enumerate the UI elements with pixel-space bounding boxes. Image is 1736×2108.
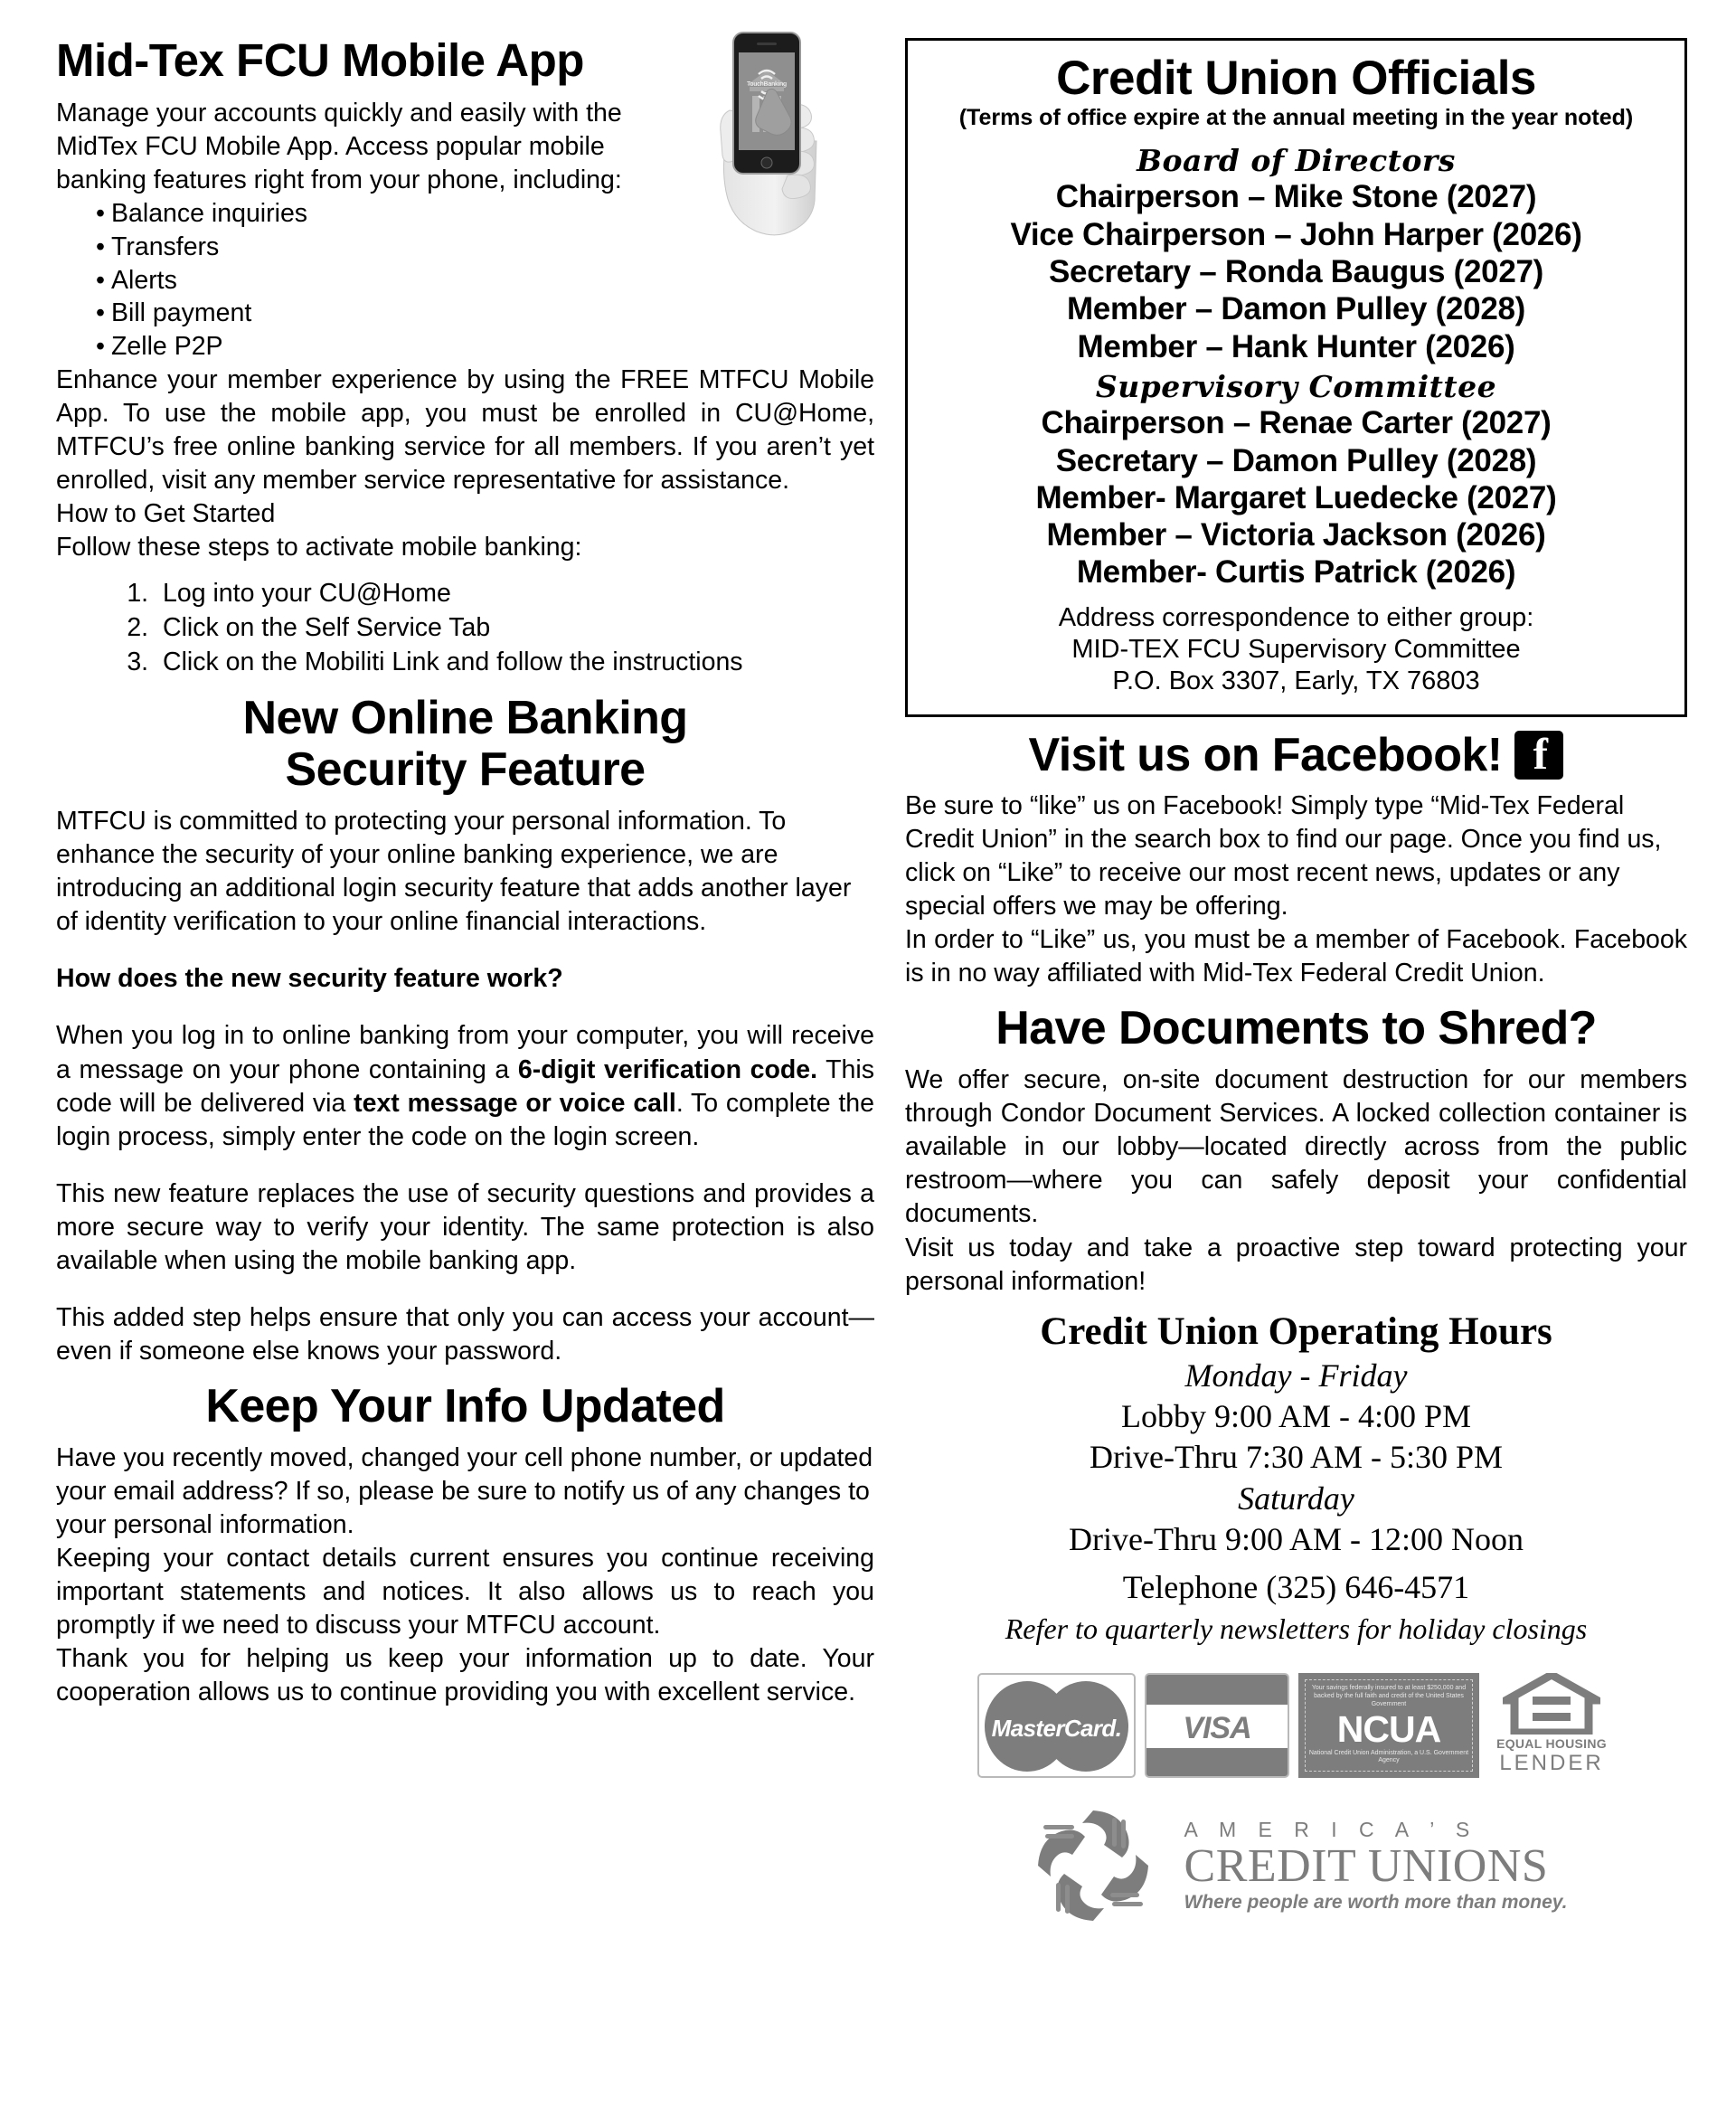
security-p2-e: . To complete the login process, simply enter the code on the login screen. (56, 1088, 874, 1151)
board-member-row: Chairperson – Mike Stone (2027) (1055, 179, 1537, 215)
holiday-closings-note: Refer to quarterly newsletters for holiday closings (1005, 1612, 1588, 1645)
keep-info-paragraph-1: Have you recently moved, changed your cell phone number, or updated your email address? If so, please be sure to notify us of any changes to your personal information. (56, 1443, 873, 1540)
ncua-agency-text: National Credit Union Administration, a U.S. Government Agency (1308, 1749, 1469, 1764)
visa-logo (1145, 1673, 1289, 1778)
acu-wordmark-block (1184, 1818, 1568, 1914)
facebook-icon[interactable] (1514, 731, 1563, 780)
drive-thru-saturday-hours: Drive-Thru 9:00 AM - 12:00 Noon (1069, 1521, 1524, 1558)
ncua-inner-frame (1305, 1679, 1473, 1772)
keep-info-updated-section (56, 1381, 874, 1710)
verification-code-emphasis: 6-digit verification code. (517, 1054, 818, 1084)
address-line: P.O. Box 3307, Early, TX 76803 (1112, 666, 1480, 696)
drive-thru-weekday-hours: Drive-Thru 7:30 AM - 5:30 PM (1090, 1439, 1503, 1476)
mobile-app-enroll-paragraph: Enhance your member experience by using the FREE MTFCU Mobile App. To use the mobile app, you must be enrolled in CU@Home, MTFCU’s free online banking service for all members. If you aren’t yet enrolled, visit any member service representative for assistance. (56, 364, 874, 496)
visa-wordmark: VISA (1183, 1710, 1251, 1745)
security-p2-a: When you log in to online banking from your computer, you will receive a message on your phone containing a (56, 1021, 874, 1084)
phone-in-hand-image (701, 27, 836, 253)
officials-address-block (924, 602, 1668, 698)
mobile-app-intro: Manage your accounts quickly and easily with the MidTex FCU Mobile App. Access popular mobile banking features right from your phone, including: (56, 99, 622, 195)
supervisory-member-row: Member – Victoria Jackson (2026) (1046, 517, 1546, 553)
mastercard-logo (977, 1673, 1136, 1778)
right-column (905, 36, 1687, 2108)
security-paragraph-1: MTFCU is committed to protecting your personal information. To enhance the security of your online banking experience, we are introducing an additional login security feature that adds another layer of identity verification to your online financial interactions. (56, 807, 852, 937)
board-of-directors-heading: Board of Directors (1137, 143, 1456, 179)
keep-info-paragraph-2: Keeping your contact details current ensures you continue receiving important statements and notices. It also allows us to reach you promptly if we need to discuss your MTFCU account. (56, 1544, 874, 1640)
ncua-insurance-text: Your savings federally insured to at least $250,000 and backed by the full faith and credit of the United States Government (1311, 1685, 1467, 1707)
acu-americas-text: A M E R I C A ’ S (1184, 1817, 1478, 1841)
board-member-row: Vice Chairperson – John Harper (2026) (1010, 216, 1582, 252)
board-member-row: Member – Hank Hunter (2026) (1077, 328, 1515, 364)
list-item: • Bill payment (96, 297, 874, 330)
officials-subtitle: (Terms of office expire at the annual meeting in the year noted) (958, 104, 1634, 130)
security-feature-section (56, 693, 874, 1368)
supervisory-member-row: Chairperson – Renae Carter (2027) (1041, 405, 1552, 441)
supervisory-member-row: Member- Curtis Patrick (2026) (1076, 554, 1516, 591)
ncua-wordmark: NCUA (1336, 1707, 1441, 1750)
pinwheel-hands-icon (1025, 1798, 1161, 1933)
lender-text: LENDER (1499, 1750, 1604, 1775)
acu-credit-unions-text: CREDIT UNIONS (1184, 1839, 1549, 1892)
supervisory-member-row: Member- Margaret Luedecke (2027) (1035, 479, 1557, 515)
mobile-app-section (56, 36, 874, 680)
saturday-label: Saturday (1238, 1479, 1354, 1517)
list-item: 2. Click on the Self Service Tab (156, 611, 874, 646)
credit-union-officials-box (905, 38, 1687, 717)
list-item: 3. Click on the Mobiliti Link and follow the instructions (156, 646, 874, 680)
ncua-logo (1298, 1673, 1479, 1778)
facebook-title: Visit us on Facebook! (1028, 728, 1503, 781)
left-column (56, 36, 874, 2108)
payment-and-agency-logos (905, 1673, 1687, 1778)
facebook-heading (905, 728, 1687, 782)
address-line: Address correspondence to either group: (1058, 602, 1534, 632)
telephone-number[interactable]: Telephone (325) 646-4571 (1122, 1569, 1470, 1606)
americas-credit-unions-logo (905, 1798, 1687, 1933)
board-member-row: Member – Damon Pulley (2028) (1066, 291, 1526, 327)
security-paragraph-3: This new feature replaces the use of security questions and provides a more secure way to verify your identity. The same protection is also available when using the mobile banking app. (56, 1178, 874, 1275)
list-item: • Transfers (96, 231, 874, 264)
mobile-app-steps-list (56, 577, 874, 680)
supervisory-member-row: Secretary – Damon Pulley (2028) (1055, 442, 1537, 478)
list-item: 1. Log into your CU@Home (156, 577, 874, 611)
house-icon (1503, 1673, 1600, 1735)
operating-hours-title: Credit Union Operating Hours (1040, 1309, 1552, 1353)
equal-housing-text: EQUAL HOUSING (1496, 1735, 1607, 1751)
board-member-row: Secretary – Ronda Baugus (2027) (1048, 254, 1544, 290)
mobile-app-title: Mid-Tex FCU Mobile App (56, 34, 584, 86)
supervisory-committee-heading: Supervisory Committee (1095, 368, 1497, 404)
shred-section (905, 1003, 1687, 1299)
security-paragraph-2 (56, 1019, 874, 1153)
security-question: How does the new security feature work? (56, 964, 563, 994)
officials-title: Credit Union Officials (1056, 52, 1536, 105)
shred-title: Have Documents to Shred? (995, 1002, 1597, 1055)
keep-info-paragraph-3: Thank you for helping us keep your information up to date. Your cooperation allows us to continue providing you with excellent service. (56, 1644, 874, 1707)
shred-paragraph-1: We offer secure, on-site document destruction for our members through Condor Document Services. A locked collection container is available in our lobby—located directly across from the public restroom—where you can safely deposit your confidential documents. (905, 1065, 1687, 1229)
shred-paragraph-2: Visit us today and take a proactive step toward protecting your personal information! (905, 1233, 1687, 1296)
security-p2-c: This code will be delivered via (56, 1054, 874, 1118)
address-line: MID-TEX FCU Supervisory Committee (1071, 635, 1521, 665)
facebook-section (905, 728, 1687, 990)
follow-steps-label: Follow these steps to activate mobile banking: (56, 533, 582, 562)
mastercard-wordmark: MasterCard. (991, 1714, 1122, 1742)
security-paragraph-4: This added step helps ensure that only you can access your account—even if someone else knows your password. (56, 1302, 874, 1366)
facebook-paragraph-2: In order to “Like” us, you must be a member of Facebook. Facebook is in no way affiliated with Mid-Tex Federal Credit Union. (905, 925, 1687, 988)
facebook-paragraph-1: Be sure to “like” us on Facebook! Simply type “Mid-Tex Federal Credit Union” in the search box to find our page. Once you find us, click on “Like” to receive our most recent news, updates or any special offers we may be offering. (905, 790, 1662, 921)
security-title-line1: New Online Banking (242, 691, 688, 744)
lobby-hours: Lobby 9:00 AM - 4:00 PM (1120, 1397, 1472, 1434)
list-item: • Alerts (96, 264, 874, 298)
how-to-get-started-label: How to Get Started (56, 499, 276, 529)
list-item: • Balance inquiries (96, 197, 874, 231)
acu-tagline: Where people are worth more than money. (1184, 1891, 1568, 1913)
operating-hours-section (905, 1309, 1687, 1646)
security-feature-title (56, 693, 874, 796)
equal-housing-lender-logo (1488, 1673, 1615, 1778)
list-item: • Zelle P2P (96, 330, 874, 364)
security-title-line2: Security Feature (285, 743, 646, 797)
keep-info-title: Keep Your Info Updated (205, 1379, 725, 1432)
touchbanking-label: TouchBanking (747, 81, 787, 88)
weekday-label: Monday - Friday (1184, 1356, 1408, 1394)
delivery-method-emphasis: text message or voice call (354, 1088, 676, 1118)
